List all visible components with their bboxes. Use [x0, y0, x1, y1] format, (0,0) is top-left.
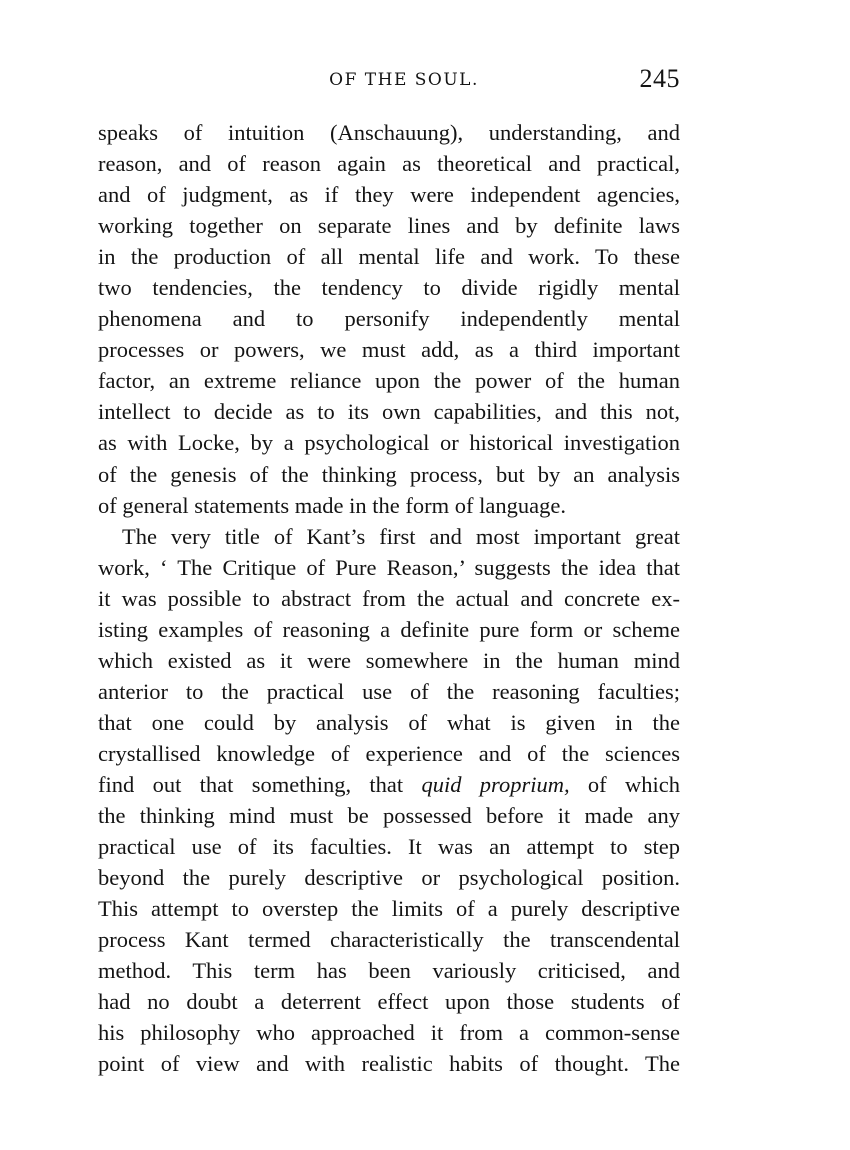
- text-line: reason, and of reason again as theoretical and practical,: [98, 151, 680, 177]
- text-line: factor, an extreme reliance upon the power of the human: [98, 368, 680, 394]
- text-segment: of which: [569, 771, 680, 797]
- page-header: [98, 64, 680, 100]
- text-line: process Kant termed characteristically the transcendental: [98, 927, 680, 953]
- text-line: had no doubt a deterrent effect upon those students of: [98, 989, 680, 1015]
- text-line: work, ‘ The Critique of Pure Reason,’ suggests the idea that: [98, 554, 680, 580]
- text-line: beyond the purely descriptive or psychological position.: [98, 865, 680, 891]
- text-line: practical use of its faculties. It was an attempt to step: [98, 834, 680, 860]
- text-line: as with Locke, by a psychological or historical investigation: [98, 430, 680, 456]
- text-line: it was possible to abstract from the actual and concrete ex-: [98, 585, 680, 611]
- text-line: in the production of all mental life and work. To these: [98, 244, 680, 270]
- text-line: of general statements made in the form of language.: [98, 492, 566, 518]
- text-line: that one could by analysis of what is given in the: [98, 709, 680, 735]
- text-line: speaks of intuition (Anschauung), understanding, and: [98, 120, 680, 145]
- text-line: working together on separate lines and by definite laws: [98, 213, 680, 239]
- text-line: anterior to the practical use of the reasoning faculties;: [98, 678, 680, 704]
- running-title: OF THE SOUL.: [329, 70, 479, 90]
- text-line: two tendencies, the tendency to divide rigidly mental: [98, 275, 680, 301]
- text-line: the thinking mind must be possessed before it made any: [98, 803, 680, 829]
- italic-phrase: quid proprium,: [421, 771, 570, 797]
- text-line: of the genesis of the thinking process, but by an analysis: [98, 461, 680, 487]
- text-line: phenomena and to personify independently mental: [98, 306, 680, 332]
- text-line: intellect to decide as to its own capabilities, and this not,: [98, 399, 680, 425]
- page-number: 245: [639, 64, 680, 93]
- text-line: The very title of Kant’s first and most important great: [122, 523, 680, 549]
- text-segment: find out that something, that: [98, 771, 422, 797]
- text-line: his philosophy who approached it from a common-sense: [98, 1020, 680, 1046]
- text-line: [98, 769, 680, 800]
- text-line: point of view and with realistic habits of thought. The: [98, 1051, 680, 1077]
- text-line: which existed as it were somewhere in the human mind: [98, 647, 680, 673]
- text-line: and of judgment, as if they were independent agencies,: [98, 182, 680, 208]
- text-line: method. This term has been variously criticised, and: [98, 958, 680, 984]
- text-line: This attempt to overstep the limits of a purely descriptive: [98, 896, 680, 922]
- text-line: isting examples of reasoning a definite pure form or scheme: [98, 616, 680, 642]
- text-line: crystallised knowledge of experience and of the sciences: [98, 740, 680, 766]
- text-line: processes or powers, we must add, as a third important: [98, 337, 680, 363]
- body-text: [98, 117, 680, 1079]
